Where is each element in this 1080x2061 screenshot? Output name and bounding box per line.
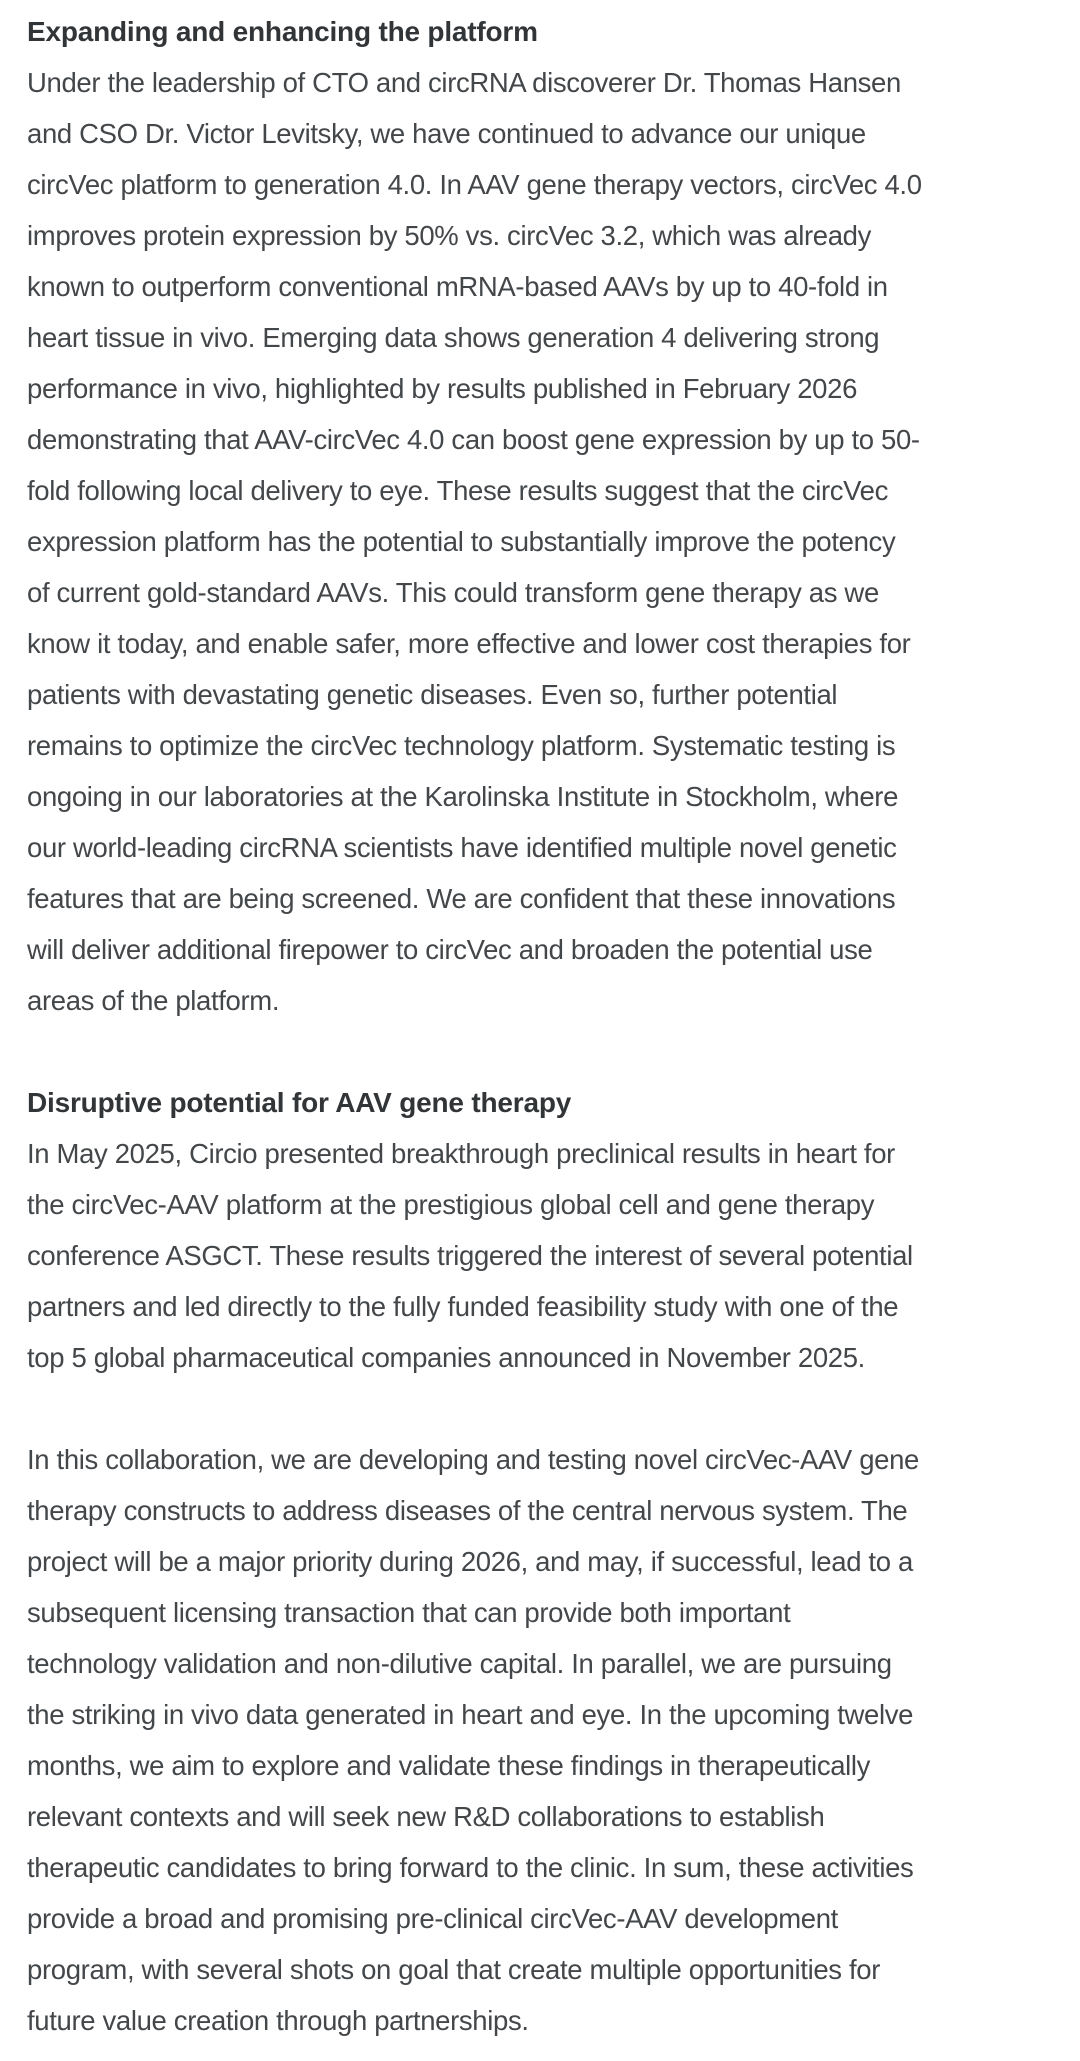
text-line: relevant contexts and will seek new R&D collaborations to establish <box>27 1801 825 1832</box>
section-heading: Expanding and enhancing the platform <box>27 16 538 47</box>
paragraph <box>27 57 1053 1026</box>
paragraph <box>27 1434 1053 2046</box>
text-line: know it today, and enable safer, more effective and lower cost therapies for <box>27 628 911 659</box>
text-line: expression platform has the potential to substantially improve the potency <box>27 526 896 557</box>
text-line: remains to optimize the circVec technology platform. Systematic testing is <box>27 730 896 761</box>
text-line: patients with devastating genetic diseases. Even so, further potential <box>27 679 838 710</box>
text-line: performance in vivo, highlighted by results published in February 2026 <box>27 373 858 404</box>
text-line: known to outperform conventional mRNA-based AAVs by up to 40-fold in <box>27 271 888 302</box>
text-line: areas of the platform. <box>27 985 280 1016</box>
text-line: the striking in vivo data generated in heart and eye. In the upcoming twelve <box>27 1699 914 1730</box>
text-line: of current gold-standard AAVs. This could transform gene therapy as we <box>27 577 879 608</box>
text-line: Under the leadership of CTO and circRNA discoverer Dr. Thomas Hansen <box>27 67 901 98</box>
text-line: therapy constructs to address diseases of the central nervous system. The <box>27 1495 908 1526</box>
text-line: In this collaboration, we are developing and testing novel circVec-AAV gene <box>27 1444 919 1475</box>
text-line: fold following local delivery to eye. These results suggest that the circVec <box>27 475 889 506</box>
text-line: and CSO Dr. Victor Levitsky, we have continued to advance our unique <box>27 118 866 149</box>
text-line: conference ASGCT. These results triggered the interest of several potential <box>27 1240 913 1271</box>
text-line: features that are being screened. We are confident that these innovations <box>27 883 896 914</box>
text-line: project will be a major priority during 2026, and may, if successful, lead to a <box>27 1546 913 1577</box>
text-line: demonstrating that AAV-circVec 4.0 can boost gene expression by up to 50- <box>27 424 920 455</box>
paragraph <box>27 1128 1053 1383</box>
text-line: program, with several shots on goal that create multiple opportunities for <box>27 1954 881 1985</box>
text-line: the circVec-AAV platform at the prestigious global cell and gene therapy <box>27 1189 875 1220</box>
text-line: improves protein expression by 50% vs. circVec 3.2, which was already <box>27 220 872 251</box>
text-line: top 5 global pharmaceutical companies announced in November 2025. <box>27 1342 865 1373</box>
text-line: heart tissue in vivo. Emerging data shows generation 4 delivering strong <box>27 322 880 353</box>
text-line: therapeutic candidates to bring forward to the clinic. In sum, these activities <box>27 1852 914 1883</box>
text-line: In May 2025, Circio presented breakthrough preclinical results in heart for <box>27 1138 895 1169</box>
text-line: future value creation through partnerships. <box>27 2005 529 2036</box>
text-line: circVec platform to generation 4.0. In AAV gene therapy vectors, circVec 4.0 <box>27 169 922 200</box>
text-line: ongoing in our laboratories at the Karolinska Institute in Stockholm, where <box>27 781 899 812</box>
text-line: months, we aim to explore and validate these findings in therapeutically <box>27 1750 871 1781</box>
text-line: will deliver additional firepower to circVec and broaden the potential use <box>27 934 873 965</box>
section-heading: Disruptive potential for AAV gene therapy <box>27 1087 572 1118</box>
text-line: our world-leading circRNA scientists have identified multiple novel genetic <box>27 832 897 863</box>
text-line: partners and led directly to the fully funded feasibility study with one of the <box>27 1291 899 1322</box>
text-line: provide a broad and promising pre-clinical circVec-AAV development <box>27 1903 838 1934</box>
text-line: technology validation and non-dilutive capital. In parallel, we are pursuing <box>27 1648 892 1679</box>
text-line: subsequent licensing transaction that can provide both important <box>27 1597 791 1628</box>
